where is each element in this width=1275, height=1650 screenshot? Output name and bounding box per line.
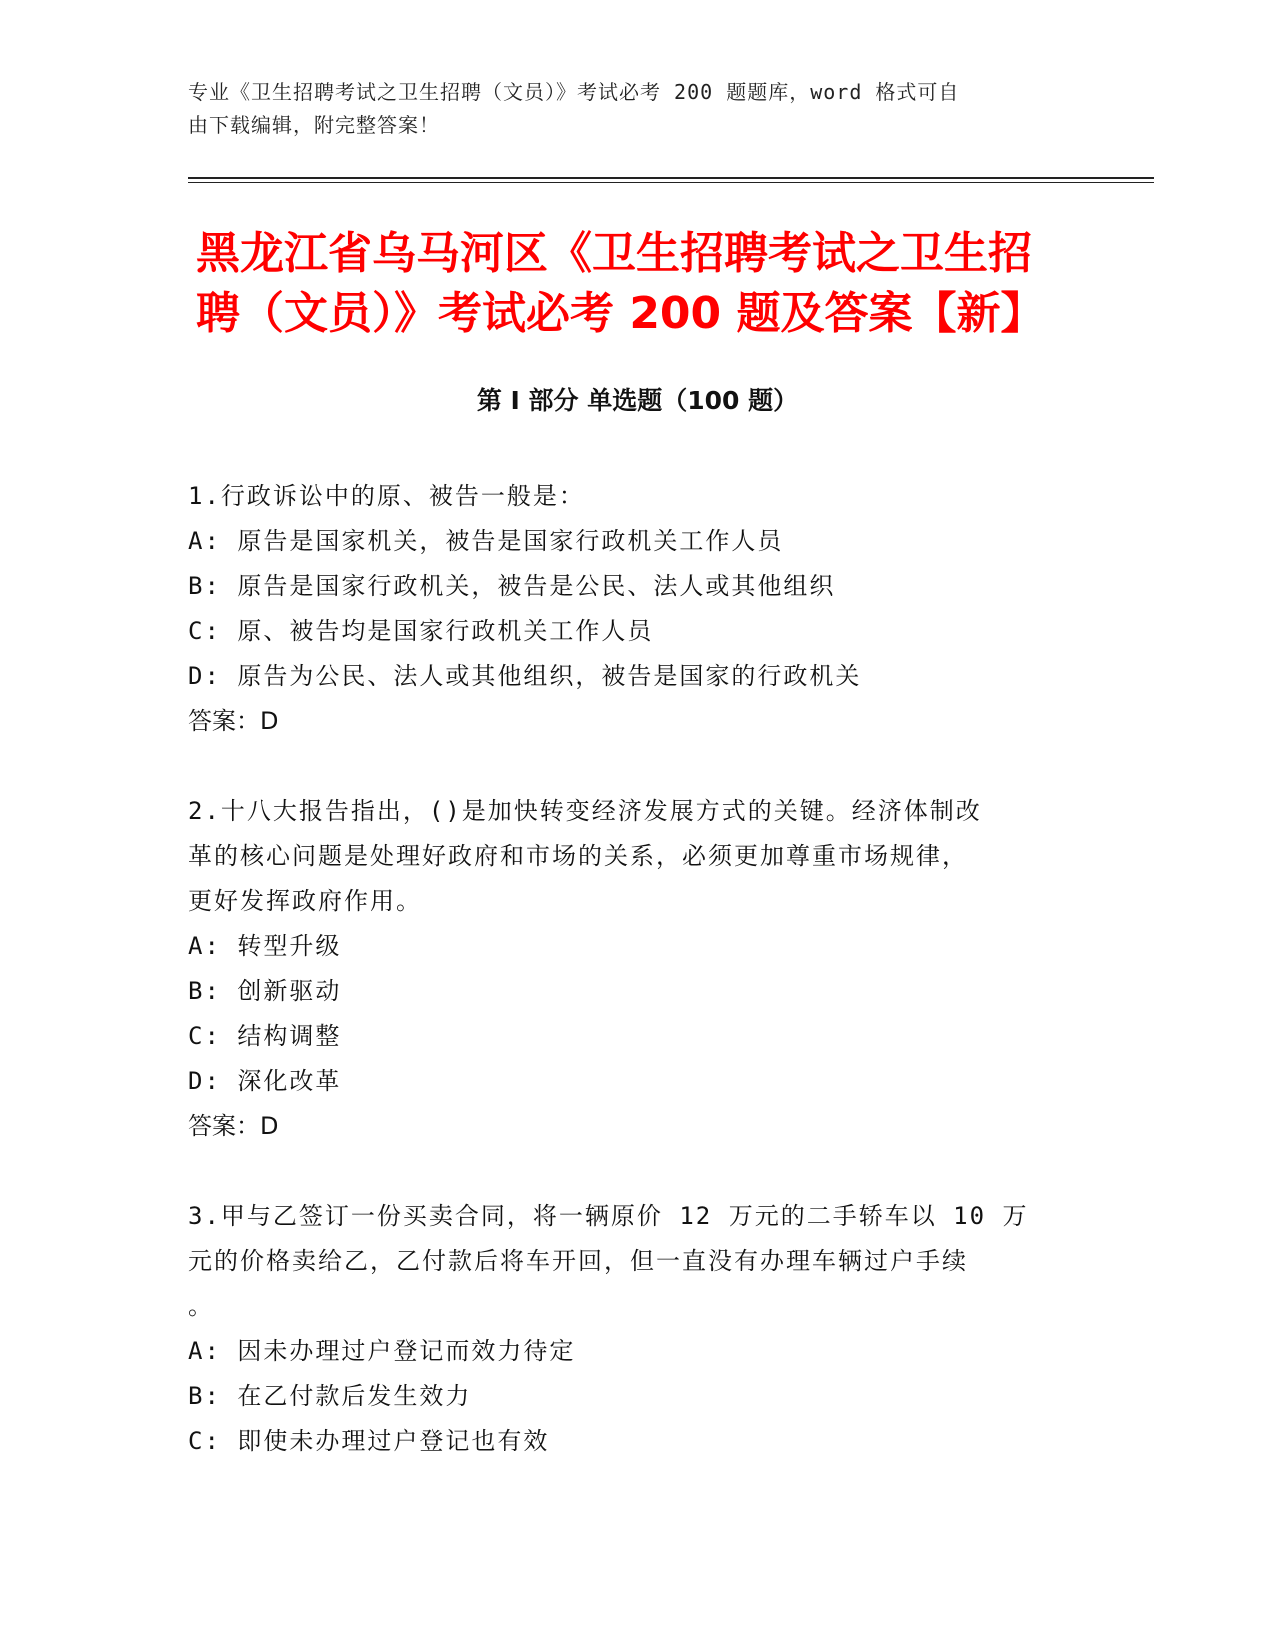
question-stem: 1.行政诉讼中的原、被告一般是： xyxy=(188,482,585,510)
option-c: C: 结构调整 xyxy=(188,1022,342,1050)
question-stem-line-2: 革的核心问题是处理好政府和市场的关系，必须更加尊重市场规律， xyxy=(188,842,968,870)
question-stem-line-1: 2.十八大报告指出，()是加快转变经济发展方式的关键。经济体制改 xyxy=(188,797,982,825)
answer: 答案：D xyxy=(188,707,279,735)
question-1 xyxy=(188,474,1068,744)
option-d: D: 原告为公民、法人或其他组织，被告是国家的行政机关 xyxy=(188,662,862,690)
option-b: B: 创新驱动 xyxy=(188,977,342,1005)
option-b: B: 原告是国家行政机关，被告是公民、法人或其他组织 xyxy=(188,572,836,600)
question-2 xyxy=(188,789,1068,1149)
header-intro-line-1: 专业《卫生招聘考试之卫生招聘（文员）》考试必考 200 题题库，word 格式可自 xyxy=(188,80,960,104)
question-3 xyxy=(188,1194,1068,1464)
question-stem-line-3: 。 xyxy=(188,1292,214,1320)
header-divider-thin xyxy=(188,182,1154,183)
option-c: C: 原、被告均是国家行政机关工作人员 xyxy=(188,617,654,645)
answer: 答案：D xyxy=(188,1112,279,1140)
question-list xyxy=(188,474,1068,1509)
option-a: A: 因未办理过户登记而效力待定 xyxy=(188,1337,576,1365)
option-b: B: 在乙付款后发生效力 xyxy=(188,1382,472,1410)
option-a: A: 原告是国家机关，被告是国家行政机关工作人员 xyxy=(188,527,784,555)
document-title xyxy=(196,224,1096,344)
header-intro xyxy=(188,76,1068,142)
option-c: C: 即使未办理过户登记也有效 xyxy=(188,1427,550,1455)
option-a: A: 转型升级 xyxy=(188,932,342,960)
header-intro-line-2: 由下载编辑，附完整答案！ xyxy=(188,113,440,137)
option-d: D: 深化改革 xyxy=(188,1067,342,1095)
question-stem-line-2: 元的价格卖给乙，乙付款后将车开回，但一直没有办理车辆过户手续 xyxy=(188,1247,968,1275)
question-stem-line-1: 3.甲与乙签订一份买卖合同，将一辆原价 12 万元的二手轿车以 10 万 xyxy=(188,1202,1029,1230)
document-title-line-1: 黑龙江省乌马河区《卫生招聘考试之卫生招 xyxy=(196,228,1032,279)
question-stem-line-3: 更好发挥政府作用。 xyxy=(188,887,422,915)
header-divider-thick xyxy=(188,177,1154,179)
section-heading: 第 I 部分 单选题（100 题） xyxy=(476,386,799,415)
document-title-line-2: 聘（文员）》考试必考 200 题及答案【新】 xyxy=(196,288,1045,339)
